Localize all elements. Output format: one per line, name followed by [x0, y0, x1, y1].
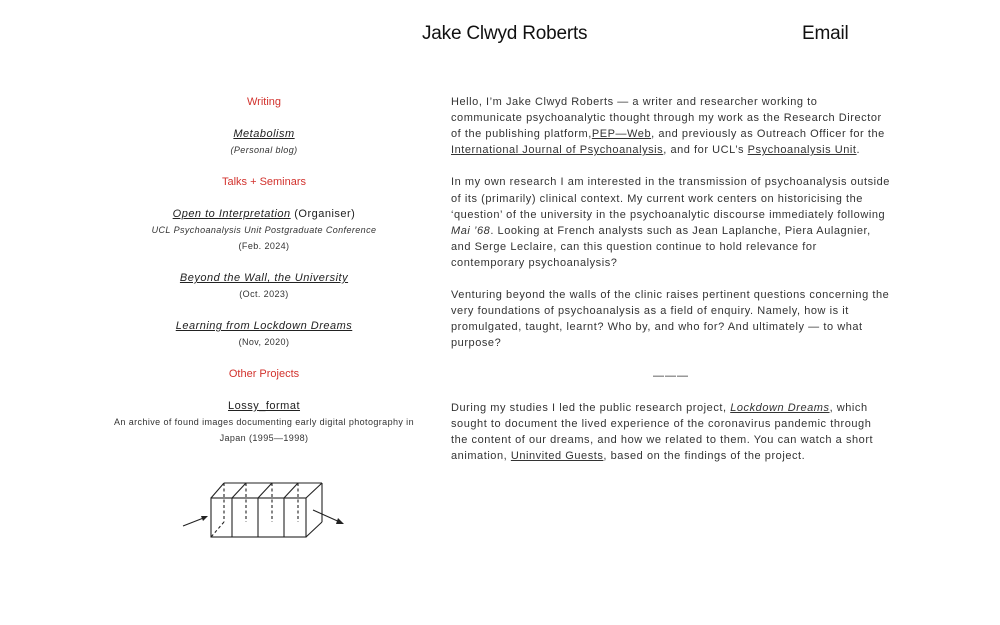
beyond-the-wall-link[interactable]: Beyond the Wall, the University: [179, 272, 349, 284]
spacer: [451, 271, 891, 287]
learning-from-lockdown-dreams-link[interactable]: Learning from Lockdown Dreams: [175, 320, 353, 332]
ijp-link[interactable]: International Journal of Psychoanalysis: [451, 144, 664, 157]
open-date: (Feb. 2024): [238, 241, 290, 251]
bio-paragraph-2: In my own research I am interested in the transmission of psychoanalysis outside of its (primarily) clinical context. My current work centers on historicising the ‘question’ of the university in the psychoanalytic discourse immediately following Mai ’68. Looking at French analysts such as Jean Laplanche, Piera Aulagnier, and Serge Leclaire, can this question continue to hold relevance for contemporary psychoanalysis?: [451, 176, 890, 269]
metabolism-subtitle: (Personal blog): [230, 145, 298, 155]
email-link[interactable]: Email: [802, 23, 849, 44]
left-column: [113, 94, 415, 446]
jean-laplanche-link[interactable]: Jean Laplanche: [692, 224, 778, 237]
beyond-date: (Oct. 2023): [239, 289, 289, 299]
lossy-format-description: An archive of found images documenting early digital photography in Japan (1995—1998): [114, 417, 414, 443]
uninvited-guests-link[interactable]: Uninvited Guests: [510, 450, 604, 463]
lockdown-dreams-link[interactable]: Lockdown Dreams: [730, 401, 830, 414]
piera-aulagnier-link[interactable]: Piera Aulagnier: [784, 224, 868, 237]
open-to-interpretation-entry: [113, 206, 415, 222]
organiser-label: (Organiser): [294, 208, 356, 220]
psychoanalysis-unit-link[interactable]: Psychoanalysis Unit: [747, 144, 857, 157]
bio-paragraph-3: Venturing beyond the walls of the clinic raises pertinent questions concerning the very foundations of psychoanalysis as a field of enquiry. Namely, how is it promulgated, taught, learnt? Who by, and who for? And ultimately — to what purpose?: [451, 289, 890, 350]
other-projects-heading: Other Projects: [228, 368, 300, 380]
bio-column: [451, 94, 891, 464]
lossy-format-entry: [113, 398, 415, 414]
serge-leclaire-link[interactable]: Serge Leclaire: [474, 240, 554, 253]
section-divider: ———: [653, 369, 689, 382]
lockdown-date: (Nov, 2020): [238, 337, 290, 347]
spacer: [451, 384, 891, 400]
metabolism-entry: [113, 126, 415, 142]
site-title[interactable]: Jake Clwyd Roberts: [422, 23, 588, 44]
beyond-the-wall-entry: [113, 270, 415, 286]
spacer: [451, 352, 891, 368]
pep-web-link[interactable]: PEP—Web: [591, 128, 652, 141]
talks-heading: Talks + Seminars: [221, 176, 307, 188]
lossy-format-link[interactable]: Lossy_format: [227, 400, 301, 412]
bio-paragraph-1: Hello, I’m Jake Clwyd Roberts — a writer and researcher working to communicate psychoanalytic thought through my work as the Research Director of the publishing platform,PEP—Web, and previously as Outreach Officer for the International Journal of Psychoanalysis, and for UCL’s Psychoanalysis Unit.: [451, 96, 885, 157]
writing-heading: Writing: [246, 96, 282, 108]
open-to-interpretation-link[interactable]: Open to Interpretation: [172, 208, 291, 220]
conference-name: UCL Psychoanalysis Unit Postgraduate Conference: [151, 225, 377, 235]
bio-paragraph-4: During my studies I led the public research project, Lockdown Dreams, which sought to document the lived experience of the coronavirus pandemic through the content of our dreams, and how we related to them. You can watch a short animation, Uninvited Guests, based on the findings of the project.: [451, 401, 874, 463]
mai-68-text: Mai ’68: [451, 224, 491, 237]
metabolism-link[interactable]: Metabolism: [233, 128, 295, 140]
cube-boxes-illustration-icon: [178, 475, 350, 545]
lockdown-dreams-talk-entry: [113, 318, 415, 334]
spacer: [451, 158, 891, 174]
